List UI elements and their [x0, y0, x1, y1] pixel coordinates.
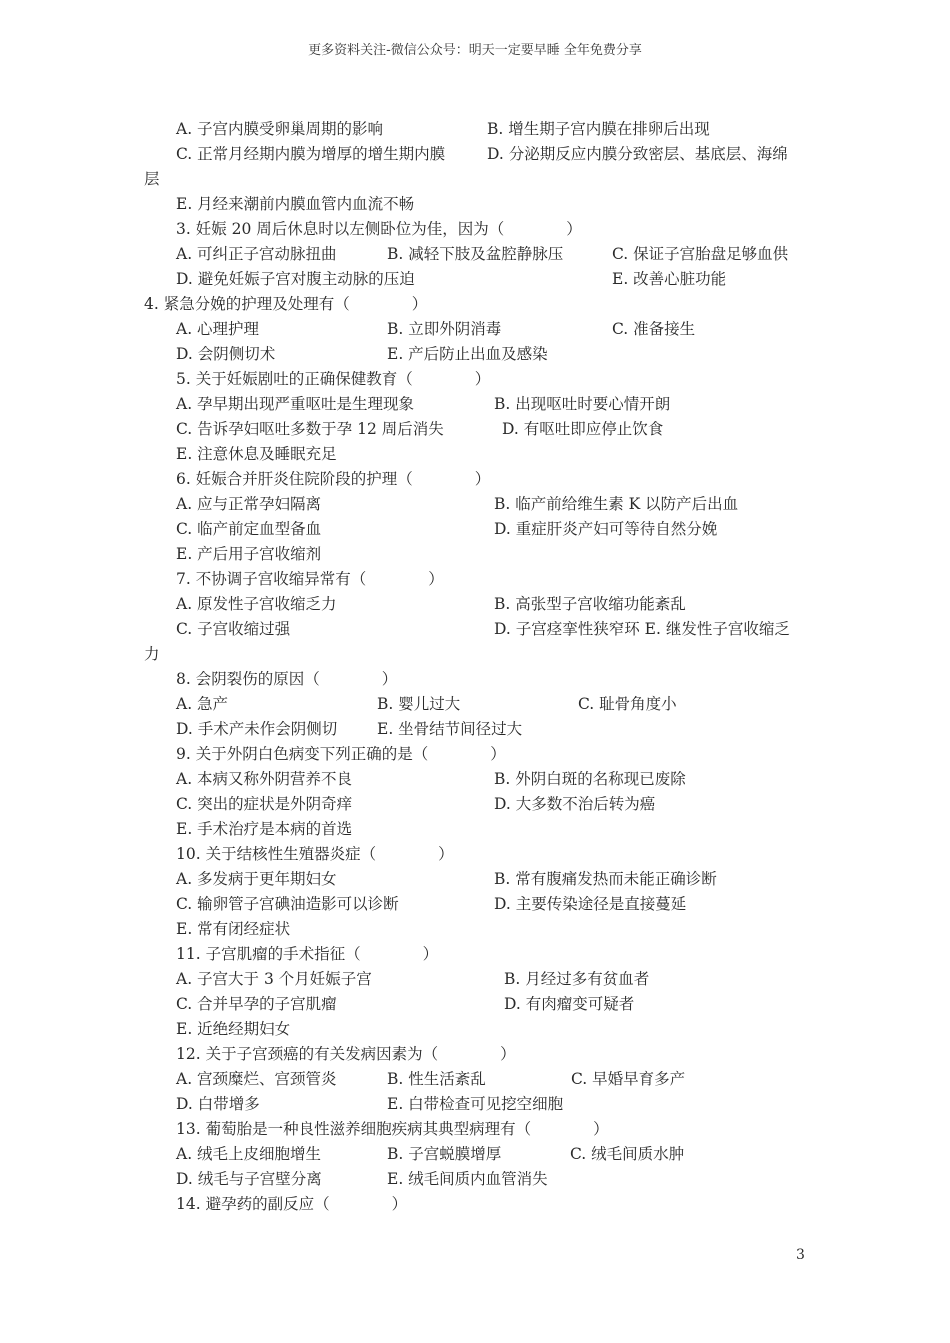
- option-text: B. 常有腹痛发热而未能正确诊断: [494, 870, 717, 888]
- option-text: D. 避免妊娠子宫对腹主动脉的压迫: [176, 270, 415, 288]
- option-text: C. 准备接生: [612, 320, 696, 338]
- option-text: C. 保证子宫胎盘足够血供: [612, 245, 789, 263]
- option-text: D. 重症肝炎产妇可等待自然分娩: [494, 520, 718, 538]
- question-line: E. 手术治疗是本病的首选: [176, 820, 353, 838]
- option-text: B. 出现呕吐时要心情开朗: [494, 395, 671, 413]
- option-text: A. 急产: [176, 695, 229, 713]
- option-text: D. 手术产未作会阴侧切: [176, 720, 338, 738]
- page-header: 更多资料关注-微信公众号：明天一定要早睡 全年免费分享: [308, 43, 642, 58]
- option-text: C. 绒毛间质水肿: [570, 1145, 685, 1163]
- option-text: B. 临产前给维生素 K 以防产后出血: [494, 495, 739, 513]
- option-text: D. 绒毛与子宫壁分离: [176, 1170, 322, 1188]
- option-text: D. 有肉瘤变可疑者: [504, 995, 635, 1013]
- option-text: D. 主要传染途径是直接蔓延: [494, 895, 687, 913]
- question-line: 8. 会阴裂伤的原因（ ）: [176, 670, 398, 688]
- option-text: A. 应与正常孕妇隔离: [176, 495, 322, 513]
- question-line: E. 近绝经期妇女: [176, 1020, 291, 1038]
- question-line: 3. 妊娠 20 周后休息时以左侧卧位为佳，因为（ ）: [176, 220, 582, 238]
- option-text: A. 心理护理: [176, 320, 260, 338]
- question-line: E. 产后用子宫收缩剂: [176, 545, 322, 563]
- option-text: C. 告诉孕妇呕吐多数于孕 12 周后消失: [176, 420, 444, 438]
- option-text: C. 早婚早育多产: [571, 1070, 686, 1088]
- question-line: 5. 关于妊娠剧吐的正确保健教育（ ）: [176, 370, 491, 388]
- option-text: B. 增生期子宫内膜在排卵后出现: [487, 120, 710, 138]
- question-line: 6. 妊娠合并肝炎住院阶段的护理（ ）: [176, 470, 491, 488]
- option-text: B. 子宫蜕膜增厚: [387, 1145, 502, 1163]
- option-text: B. 婴儿过大: [377, 695, 461, 713]
- option-text: B. 减轻下肢及盆腔静脉压: [387, 245, 564, 263]
- option-text: A. 孕早期出现严重呕吐是生理现象: [176, 395, 415, 413]
- question-line: 4. 紧急分娩的护理及处理有（ ）: [144, 295, 428, 313]
- option-text: E. 产后防止出血及感染: [387, 345, 548, 363]
- option-text: B. 月经过多有贫血者: [504, 970, 650, 988]
- question-line: E. 月经来潮前内膜血管内血流不畅: [176, 195, 415, 213]
- page-number: 3: [796, 1247, 805, 1263]
- option-text: C. 耻骨角度小: [578, 695, 677, 713]
- option-text: B. 立即外阴消毒: [387, 320, 502, 338]
- option-text: A. 子宫内膜受卵巢周期的影响: [176, 120, 384, 138]
- option-text: A. 可纠正子宫动脉扭曲: [176, 245, 337, 263]
- option-text: B. 性生活紊乱: [387, 1070, 486, 1088]
- option-text: D. 会阴侧切术: [176, 345, 276, 363]
- option-text: B. 高张型子宫收缩功能紊乱: [494, 595, 686, 613]
- question-line: 9. 关于外阴白色病变下列正确的是（ ）: [176, 745, 506, 763]
- question-line: 10. 关于结核性生殖器炎症（ ）: [176, 845, 454, 863]
- option-text: A. 原发性子宫收缩乏力: [176, 595, 337, 613]
- option-text: A. 子宫大于 3 个月妊娠子宫: [176, 970, 372, 988]
- option-text: D. 分泌期反应内膜分致密层、基底层、海绵: [487, 145, 788, 163]
- question-line: 12. 关于子宫颈癌的有关发病因素为（ ）: [176, 1045, 516, 1063]
- question-line: E. 常有闭经症状: [176, 920, 291, 938]
- option-text: E. 坐骨结节间径过大: [377, 720, 523, 738]
- option-text: C. 突出的症状是外阴奇痒: [176, 795, 353, 813]
- question-line: E. 注意休息及睡眠充足: [176, 445, 337, 463]
- option-text: D. 白带增多: [176, 1095, 260, 1113]
- question-line: 层: [144, 170, 160, 188]
- question-line: 11. 子宫肌瘤的手术指征（ ）: [176, 945, 439, 963]
- question-line: 7. 不协调子宫收缩异常有（ ）: [176, 570, 444, 588]
- option-text: C. 正常月经期内膜为增厚的增生期内膜: [176, 145, 446, 163]
- question-line: 力: [144, 645, 160, 663]
- option-text: B. 外阴白斑的名称现已废除: [494, 770, 686, 788]
- option-text: C. 子宫收缩过强: [176, 620, 291, 638]
- option-text: D. 大多数不治后转为癌: [494, 795, 656, 813]
- option-text: D. 子宫痉挛性狭窄环 E. 继发性子宫收缩乏: [494, 620, 790, 638]
- option-text: A. 宫颈糜烂、宫颈管炎: [176, 1070, 337, 1088]
- option-text: E. 绒毛间质内血管消失: [387, 1170, 548, 1188]
- option-text: D. 有呕吐即应停止饮食: [502, 420, 664, 438]
- question-line: 14. 避孕药的副反应（ ）: [176, 1195, 408, 1213]
- option-text: C. 合并早孕的子宫肌瘤: [176, 995, 337, 1013]
- option-text: A. 绒毛上皮细胞增生: [176, 1145, 322, 1163]
- option-text: C. 输卵管子宫碘油造影可以诊断: [176, 895, 399, 913]
- option-text: A. 多发病于更年期妇女: [176, 870, 337, 888]
- option-text: A. 本病又称外阴营养不良: [176, 770, 353, 788]
- option-text: E. 白带检查可见挖空细胞: [387, 1095, 564, 1113]
- option-text: C. 临产前定血型备血: [176, 520, 322, 538]
- question-line: 13. 葡萄胎是一种良性滋养细胞疾病其典型病理有（ ）: [176, 1120, 609, 1138]
- option-text: E. 改善心脏功能: [612, 270, 727, 288]
